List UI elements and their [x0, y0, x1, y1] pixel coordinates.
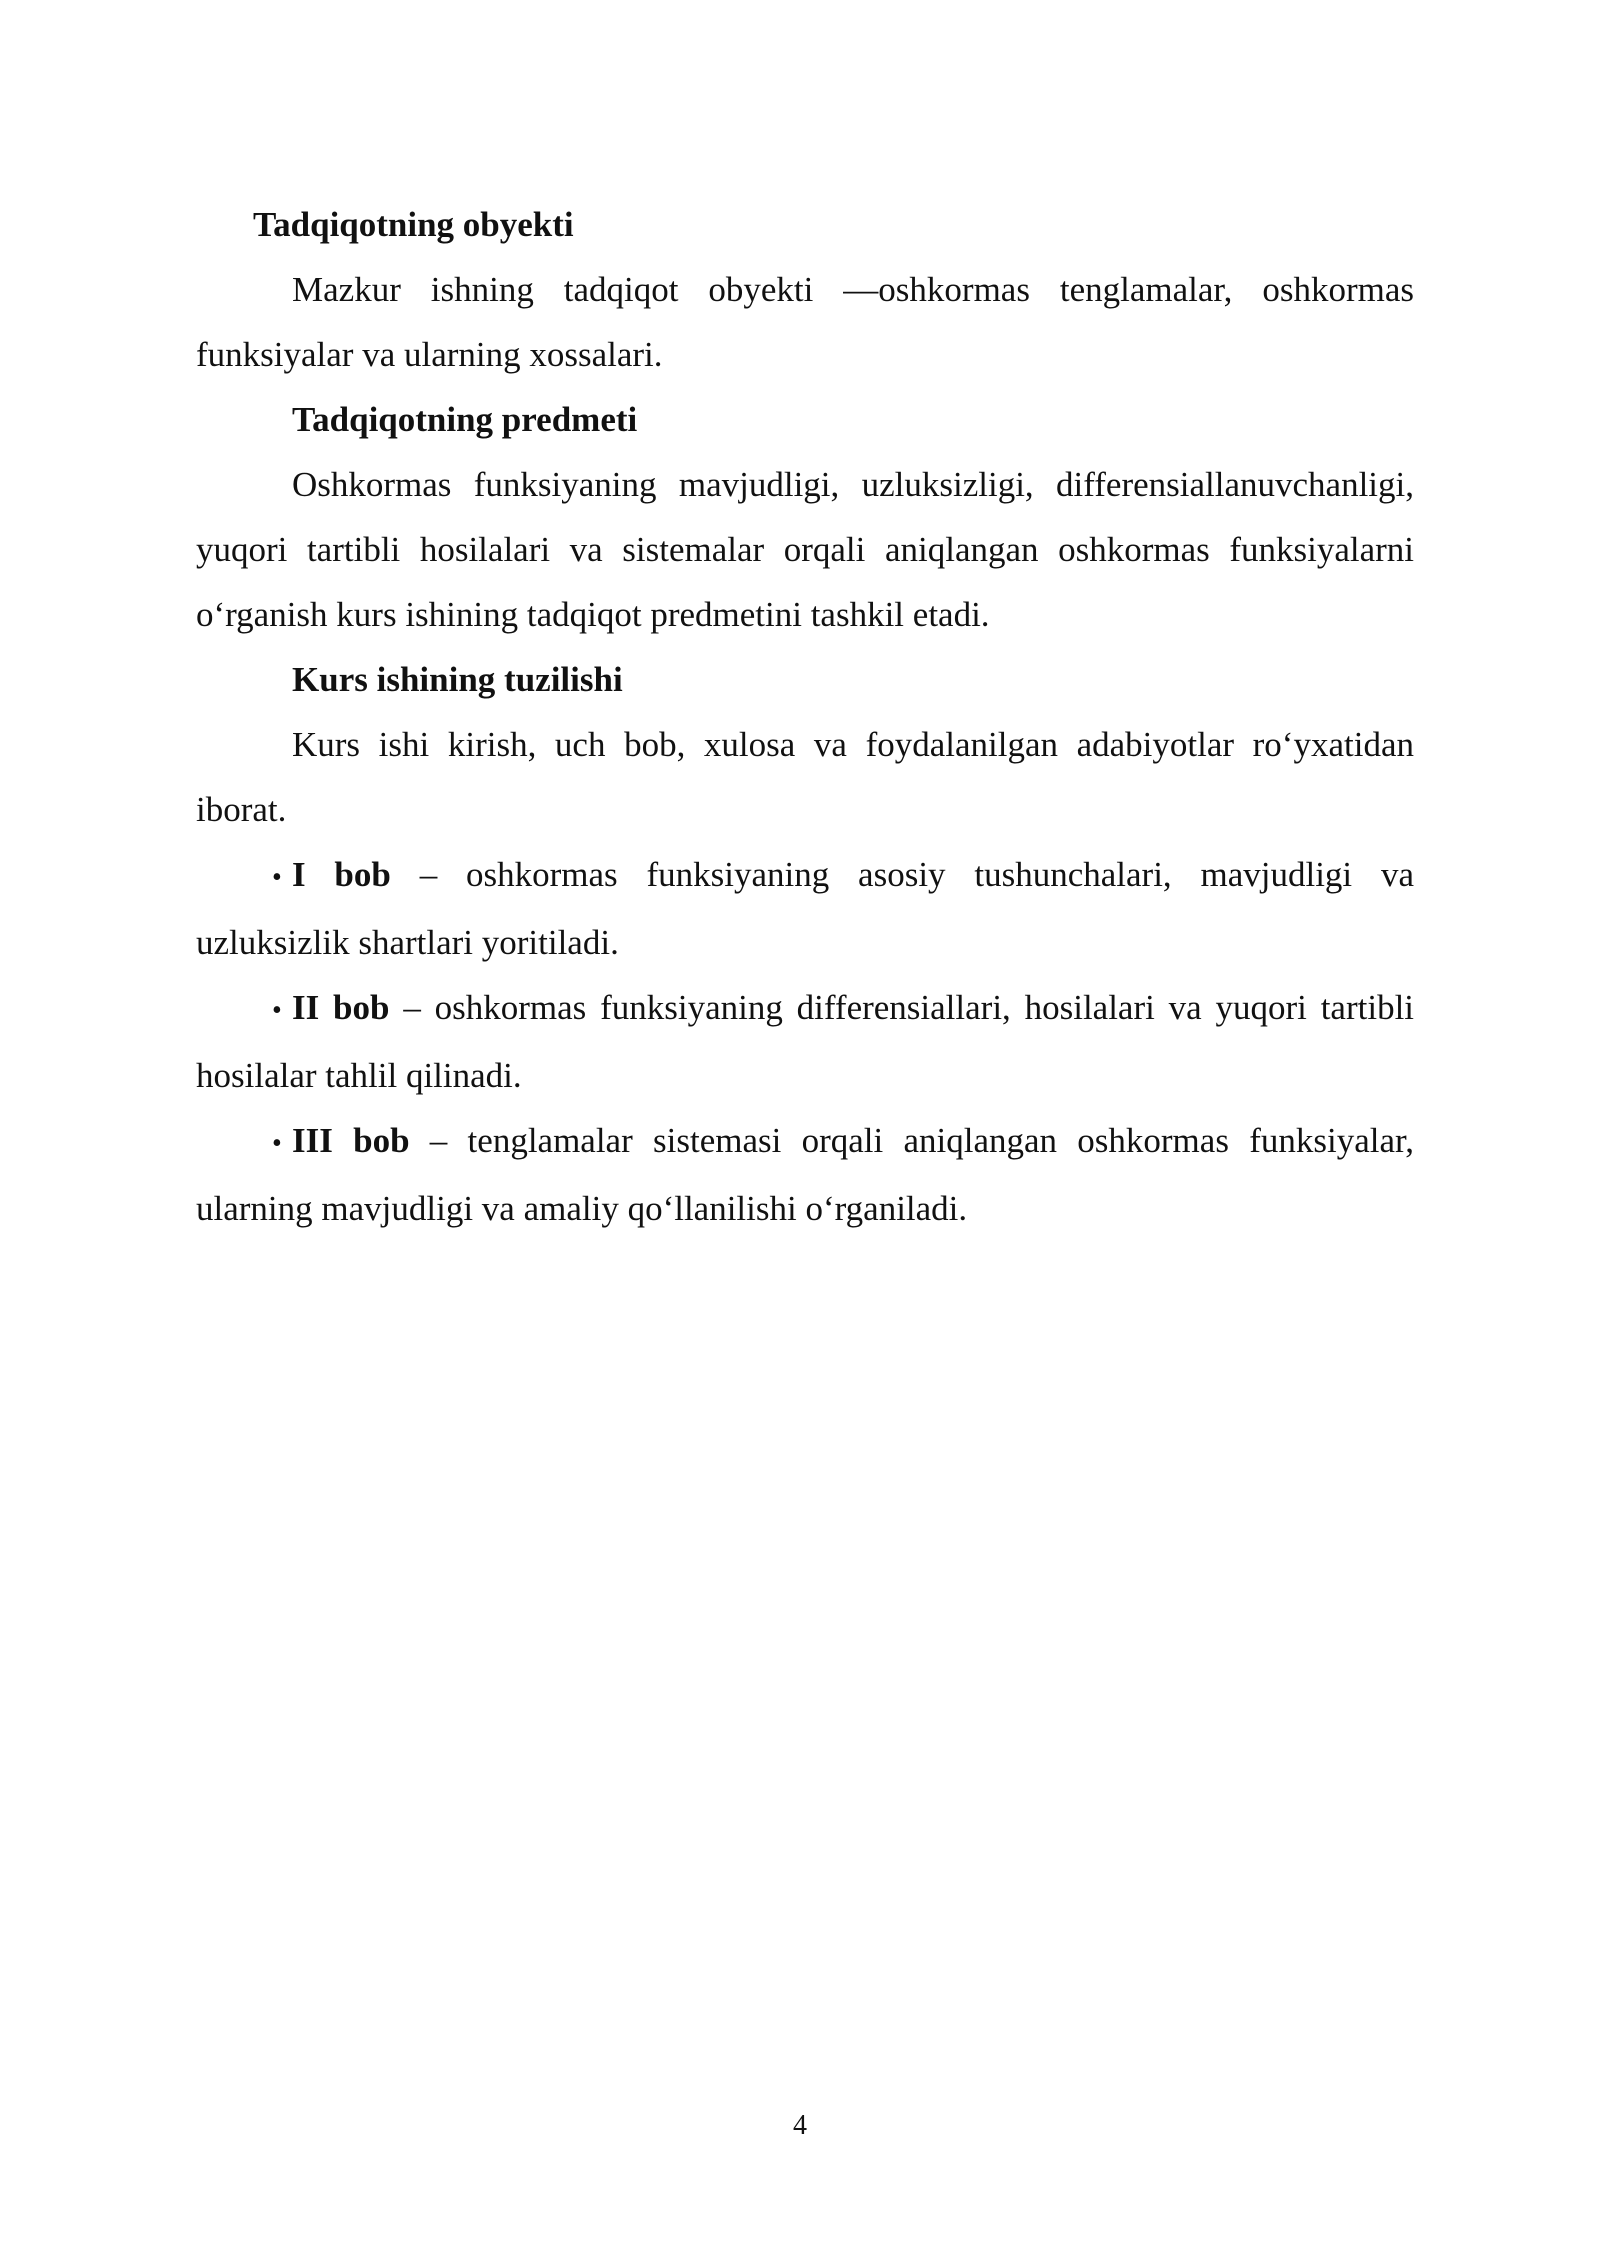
chapter-2-item [196, 975, 1414, 1108]
chapter-2-description: – oshkormas funksiyaning differensiallari, hosilalari va yuqori tartibli hosilalar tahlil qilinadi. [196, 988, 1415, 1095]
structure-heading: Kurs ishining tuzilishi [292, 660, 623, 699]
bullet-icon: • [272, 862, 282, 893]
chapter-3-label: III bob [292, 1121, 410, 1160]
structure-paragraph: Kurs ishi kirish, uch bob, xulosa va foydalanilgan adabiyotlar ro‘yxatidan iborat. [196, 725, 1414, 829]
chapter-3-description: – tenglamalar sistemasi orqali aniqlangan oshkormas funksiyalar, ularning mavjudligi va amaliy qo‘llanilishi o‘rganiladi. [196, 1121, 1414, 1228]
object-heading: Tadqiqotning obyekti [253, 205, 574, 244]
subject-heading: Tadqiqotning predmeti [292, 400, 638, 439]
chapter-2-label: II bob [292, 988, 390, 1027]
subject-paragraph: Oshkormas funksiyaning mavjudligi, uzluksizligi, differensiallanuvchanligi, yuqori tartibli hosilalari va sistemalar orqali aniqlangan oshkormas funksiyalarni o‘rganish kurs ishining tadqiqot predmetini tashkil etadi. [196, 465, 1414, 634]
chapter-1-item [196, 842, 1414, 975]
chapter-1-description: – oshkormas funksiyaning asosiy tushunchalari, mavjudligi va uzluksizlik shartlari yoritiladi. [196, 855, 1414, 962]
object-paragraph: Mazkur ishning tadqiqot obyekti —oshkormas tenglamalar, oshkormas funksiyalar va ularning xossalari. [196, 270, 1414, 374]
bullet-icon: • [272, 1128, 282, 1159]
chapter-1-label: I bob [292, 855, 391, 894]
chapter-3-item [196, 1108, 1414, 1241]
page-content [196, 192, 1414, 1241]
page-number: 4 [793, 2110, 807, 2141]
bullet-icon: • [272, 995, 282, 1026]
